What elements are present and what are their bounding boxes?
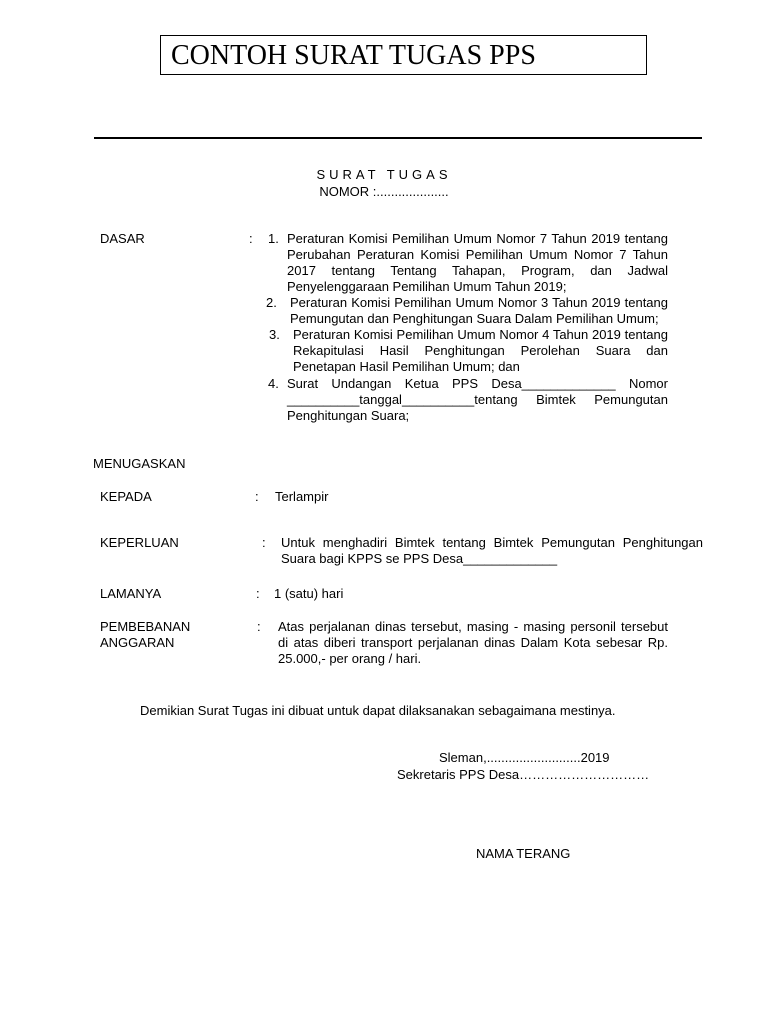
dasar-item	[269, 327, 668, 375]
horizontal-rule	[94, 137, 702, 139]
kepada-value: Terlampir	[275, 489, 329, 504]
dasar-item-text: Peraturan Komisi Pemilihan Umum Nomor 7 Tahun 2019 tentang Perubahan Peraturan Komisi Pemilihan Umum Nomor 7 Tahun 2017 tentang Tentang Tahapan, Program, dan Jadwal Penyelenggaraan Pemilihan Umum Tahun 2019;	[287, 231, 668, 294]
dasar-item	[268, 376, 668, 424]
letter-heading: SURAT TUGAS	[316, 167, 452, 182]
kepada-colon: :	[255, 489, 259, 504]
lamanya-label: LAMANYA	[100, 586, 162, 601]
signature-place-date: Sleman,..........................2019	[439, 750, 610, 765]
kepada-label: KEPADA	[100, 489, 152, 504]
dasar-colon: :	[249, 231, 253, 246]
dasar-item-number: 3.	[269, 327, 280, 342]
document-title: CONTOH SURAT TUGAS PPS	[171, 40, 536, 71]
lamanya-colon: :	[256, 586, 260, 601]
closing-statement: Demikian Surat Tugas ini dibuat untuk dapat dilaksanakan sebagaimana mestinya.	[140, 703, 616, 718]
pembebanan-label-line1: PEMBEBANAN	[100, 619, 191, 634]
dasar-item-number: 1.	[268, 231, 279, 246]
dasar-item	[268, 231, 668, 295]
dasar-item-text: Peraturan Komisi Pemilihan Umum Nomor 3 Tahun 2019 tentang Pemungutan dan Penghitungan Suara Dalam Pemilihan Umum;	[290, 295, 668, 326]
keperluan-label: KEPERLUAN	[100, 535, 179, 550]
dasar-label: DASAR	[100, 231, 145, 246]
dasar-item-text: Surat Undangan Ketua PPS Desa_____________ Nomor __________tanggal__________tentang Bimtek Pemungutan Penghitungan Suara;	[287, 376, 668, 423]
keperluan-colon: :	[262, 535, 266, 550]
pembebanan-colon: :	[257, 619, 261, 634]
pembebanan-label-line2: ANGGARAN	[100, 635, 175, 650]
pembebanan-value: Atas perjalanan dinas tersebut, masing - masing personil tersebut di atas diberi transport perjalanan dinas Dalam Kota sebesar Rp. 25.000,- per orang / hari.	[278, 619, 668, 666]
dasar-item	[266, 295, 668, 327]
signature-position: Sekretaris PPS Desa…………………………	[397, 767, 650, 782]
lamanya-value: 1 (satu) hari	[274, 586, 344, 601]
dasar-item-number: 2.	[266, 295, 277, 310]
menugaskan-label: MENUGASKAN	[93, 456, 186, 471]
dasar-item-text: Peraturan Komisi Pemilihan Umum Nomor 4 Tahun 2019 tentang Rekapitulasi Hasil Penghitungan Perolehan Suara dan Penetapan Hasil Pemilihan Umum; dan	[293, 327, 668, 374]
keperluan-value: Untuk menghadiri Bimtek tentang Bimtek Pemungutan Penghitungan Suara bagi KPPS se PPS Desa_____________	[281, 535, 703, 566]
document-title-box	[160, 35, 647, 75]
letter-number: NOMOR :....................	[319, 184, 449, 199]
dasar-item-number: 4.	[268, 376, 279, 391]
signature-name: NAMA TERANG	[476, 846, 571, 861]
